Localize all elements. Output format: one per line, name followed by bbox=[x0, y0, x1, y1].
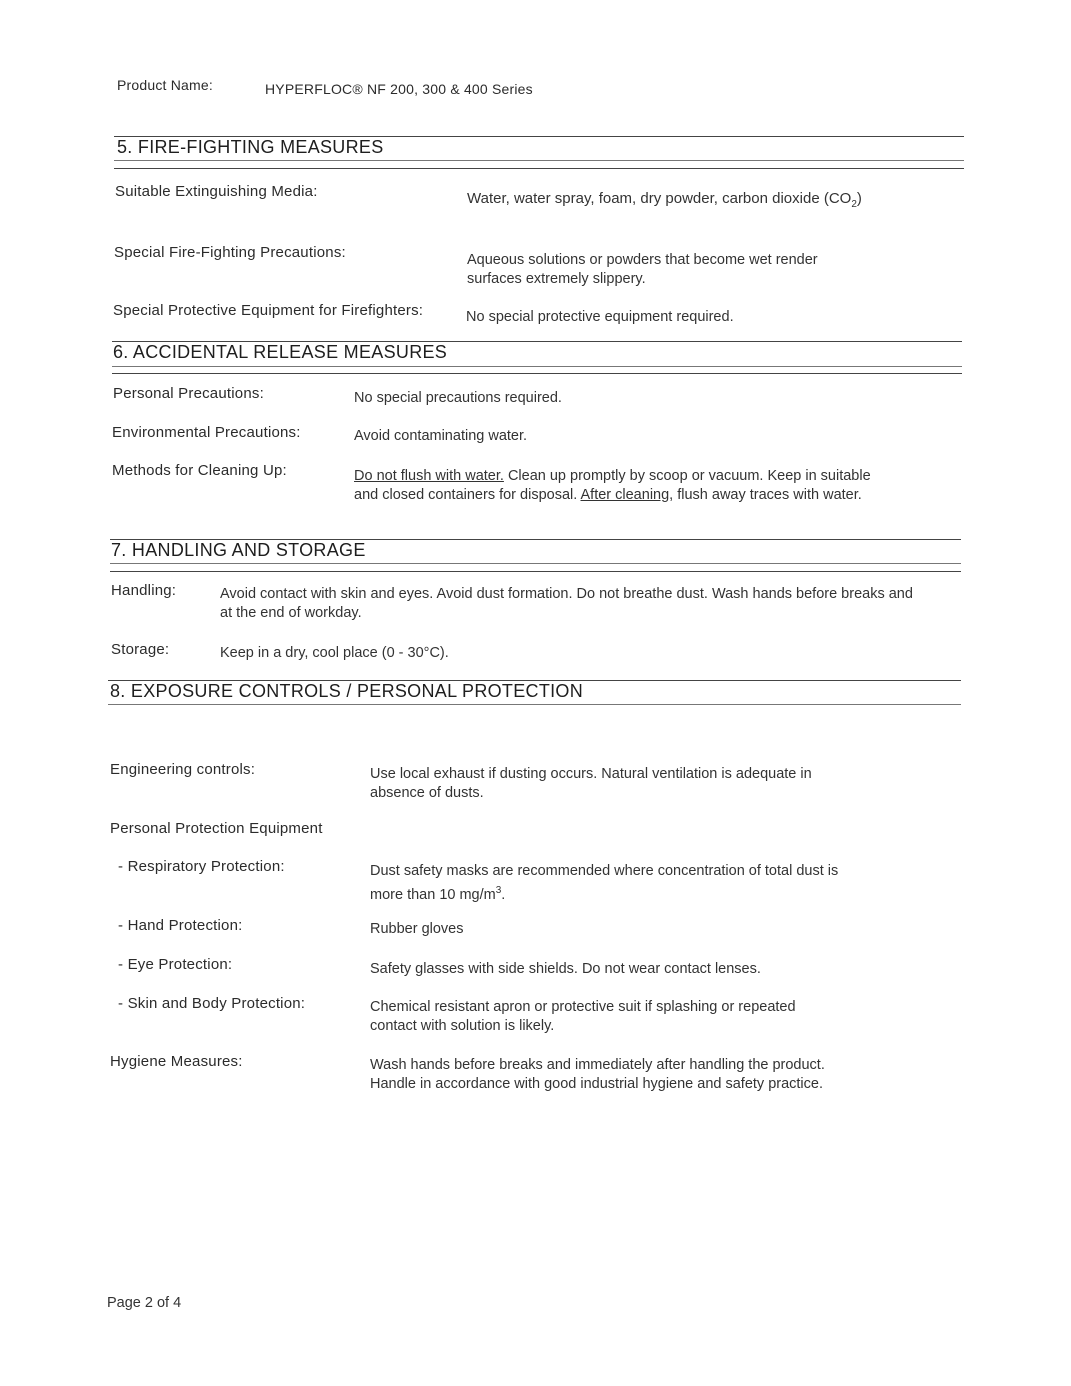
section-7-mid-rule bbox=[110, 563, 961, 564]
fire-fighting-precautions-label: Special Fire-Fighting Precautions: bbox=[114, 244, 346, 261]
extinguishing-media-value: Water, water spray, foam, dry powder, carbon dioxide $(CO_2)$ bbox=[467, 190, 862, 210]
environmental-precautions-value: Avoid contaminating water. bbox=[354, 428, 528, 444]
section-7-title: 7. HANDLING AND STORAGE bbox=[111, 540, 366, 560]
personal-precautions-label: Personal Precautions: bbox=[113, 385, 264, 402]
storage-value: Keep in a dry, cool place (0 - 30°C). bbox=[220, 645, 449, 661]
engineering-controls-value: Use local exhaust if dusting occurs. Natural ventilation is adequate in absence of dusts. bbox=[370, 766, 812, 801]
hand-protection-label: - Hand Protection: bbox=[118, 917, 243, 934]
environmental-precautions-label: Environmental Precautions: bbox=[112, 424, 301, 441]
fire-fighting-precautions-value: Aqueous solutions or powders that become wet render surfaces extremely slippery. bbox=[467, 252, 818, 287]
handling-value: Avoid contact with skin and eyes. Avoid dust formation. Do not breathe dust. Wash hands before breaks and at the end of workday. bbox=[220, 586, 913, 621]
hygiene-measures-label: Hygiene Measures: bbox=[110, 1053, 243, 1070]
extinguishing-media-label: Suitable Extinguishing Media: bbox=[115, 183, 318, 200]
ppe-label: Personal Protection Equipment bbox=[110, 820, 323, 837]
respiratory-protection-value: Dust safety masks are recommended where concentration of total dust is more than 10 $mg/m^3$. bbox=[370, 863, 839, 903]
section-7-bottom-rule bbox=[110, 571, 961, 572]
personal-precautions-value: No special precautions required. bbox=[354, 390, 562, 406]
section-5-title: 5. FIRE-FIGHTING MEASURES bbox=[117, 137, 384, 157]
eye-protection-value: Safety glasses with side shields. Do not wear contact lenses. bbox=[370, 961, 761, 977]
skin-body-protection-value: Chemical resistant apron or protective suit if splashing or repeated contact with solution is likely. bbox=[370, 999, 796, 1034]
eye-protection-label: - Eye Protection: bbox=[118, 956, 233, 973]
section-6-bottom-rule bbox=[112, 373, 962, 374]
section-6-title: 6. ACCIDENTAL RELEASE MEASURES bbox=[113, 342, 448, 362]
section-5-mid-rule bbox=[114, 160, 964, 161]
storage-label: Storage: bbox=[111, 641, 170, 658]
product-name-label: Product Name: bbox=[117, 77, 213, 93]
engineering-controls-label: Engineering controls: bbox=[110, 761, 256, 778]
section-6-mid-rule bbox=[112, 366, 962, 367]
cleaning-methods-label: Methods for Cleaning Up: bbox=[112, 462, 287, 479]
hygiene-measures-value: Wash hands before breaks and immediately after handling the product. Handle in accordance with good industrial hygiene and safety practice. bbox=[370, 1057, 825, 1092]
section-5-bottom-rule bbox=[114, 168, 964, 169]
protective-equipment-value: No special protective equipment required. bbox=[466, 309, 734, 325]
protective-equipment-label: Special Protective Equipment for Firefighters: bbox=[113, 302, 424, 319]
handling-label: Handling: bbox=[111, 582, 177, 599]
product-name-value: HYPERFLOC® NF 200, 300 & 400 Series bbox=[265, 81, 533, 97]
page-number: Page 2 of 4 bbox=[107, 1295, 182, 1311]
respiratory-protection-label: - Respiratory Protection: bbox=[118, 858, 285, 875]
section-8-title: 8. EXPOSURE CONTROLS / PERSONAL PROTECTION bbox=[110, 681, 584, 701]
cleaning-methods-value: Do not flush with water. Clean up promptly by scoop or vacuum. Keep in suitable and closed containers for disposal. After cleaning, flush away traces with water. bbox=[354, 468, 871, 503]
hand-protection-value: Rubber gloves bbox=[370, 921, 464, 937]
section-8-bottom-rule bbox=[108, 704, 961, 705]
skin-body-protection-label: - Skin and Body Protection: bbox=[118, 995, 306, 1012]
